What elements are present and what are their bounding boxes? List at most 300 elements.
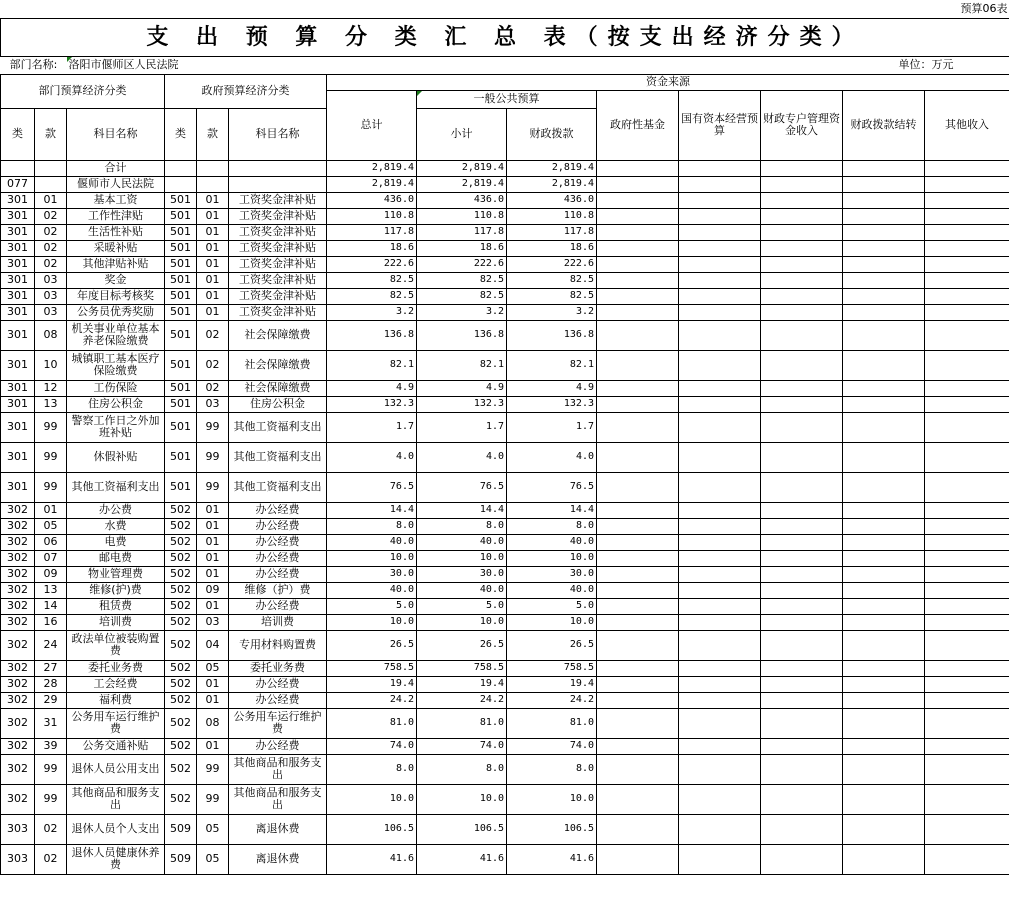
fiscal-alloc-cell: 76.5 xyxy=(507,472,597,502)
kuan-cell: 99 xyxy=(35,754,67,784)
table-row xyxy=(1,550,1009,566)
lei-cell: 301 xyxy=(1,256,35,272)
empty-fund-cell xyxy=(843,844,925,874)
gov-item-name-cell: 工资奖金津补贴 xyxy=(229,240,327,256)
fiscal-alloc-cell: 136.8 xyxy=(507,320,597,350)
lei-cell: 301 xyxy=(1,396,35,412)
empty-fund-cell xyxy=(761,320,843,350)
kuan-cell: 16 xyxy=(35,614,67,630)
item-name-cell: 邮电费 xyxy=(67,550,165,566)
empty-fund-cell xyxy=(925,208,1009,224)
gov-lei-cell: 501 xyxy=(165,412,197,442)
subtotal-cell: 4.0 xyxy=(417,442,507,472)
empty-fund-cell xyxy=(925,192,1009,208)
lei-cell: 302 xyxy=(1,550,35,566)
header-lei-1: 类 xyxy=(1,108,35,160)
lei-cell: 302 xyxy=(1,582,35,598)
empty-fund-cell xyxy=(925,676,1009,692)
item-name-cell: 退休人员公用支出 xyxy=(67,754,165,784)
gov-item-name-cell: 办公经费 xyxy=(229,550,327,566)
kuan-cell: 03 xyxy=(35,288,67,304)
gov-kuan-cell: 01 xyxy=(197,272,229,288)
empty-fund-cell xyxy=(679,676,761,692)
empty-fund-cell xyxy=(761,692,843,708)
gov-lei-cell: 502 xyxy=(165,518,197,534)
item-name-cell: 警察工作日之外加班补贴 xyxy=(67,412,165,442)
empty-fund-cell xyxy=(843,598,925,614)
gov-lei-cell: 502 xyxy=(165,676,197,692)
item-name-cell: 住房公积金 xyxy=(67,396,165,412)
empty-fund-cell xyxy=(761,598,843,614)
gov-kuan-cell: 99 xyxy=(197,784,229,814)
gov-item-name-cell: 专用材料购置费 xyxy=(229,630,327,660)
fiscal-alloc-cell: 222.6 xyxy=(507,256,597,272)
fiscal-alloc-cell: 8.0 xyxy=(507,518,597,534)
total-cell: 110.8 xyxy=(327,208,417,224)
item-name-cell: 工作性津贴 xyxy=(67,208,165,224)
table-row xyxy=(1,192,1009,208)
subtotal-cell: 8.0 xyxy=(417,754,507,784)
empty-fund-cell xyxy=(679,288,761,304)
gov-kuan-cell: 04 xyxy=(197,630,229,660)
item-name-cell: 物业管理费 xyxy=(67,566,165,582)
empty-fund-cell xyxy=(843,630,925,660)
gov-lei-cell: 502 xyxy=(165,598,197,614)
empty-fund-cell xyxy=(925,320,1009,350)
item-name-cell: 维修(护)费 xyxy=(67,582,165,598)
subtotal-cell: 2,819.4 xyxy=(417,176,507,192)
subtotal-cell: 436.0 xyxy=(417,192,507,208)
lei-cell: 077 xyxy=(1,176,35,192)
lei-cell: 303 xyxy=(1,814,35,844)
empty-fund-cell xyxy=(925,240,1009,256)
header-special-mgmt: 财政专户管理资金收入 xyxy=(761,90,843,160)
gov-kuan-cell: 01 xyxy=(197,598,229,614)
empty-fund-cell xyxy=(679,208,761,224)
empty-fund-cell xyxy=(843,534,925,550)
total-cell: 4.9 xyxy=(327,380,417,396)
gov-kuan-cell: 01 xyxy=(197,676,229,692)
item-name-cell: 租赁费 xyxy=(67,598,165,614)
form-code: 预算06表 xyxy=(960,1,1008,15)
gov-lei-cell: 501 xyxy=(165,240,197,256)
table-row xyxy=(1,502,1009,518)
subtotal-cell: 132.3 xyxy=(417,396,507,412)
table-row xyxy=(1,176,1009,192)
empty-fund-cell xyxy=(679,442,761,472)
empty-fund-cell xyxy=(925,630,1009,660)
gov-lei-cell: 502 xyxy=(165,784,197,814)
kuan-cell: 99 xyxy=(35,784,67,814)
total-cell: 40.0 xyxy=(327,582,417,598)
empty-fund-cell xyxy=(597,272,679,288)
empty-fund-cell xyxy=(761,304,843,320)
kuan-cell xyxy=(35,160,67,176)
empty-fund-cell xyxy=(843,396,925,412)
empty-fund-cell xyxy=(761,754,843,784)
fiscal-alloc-cell: 82.5 xyxy=(507,272,597,288)
empty-fund-cell xyxy=(761,288,843,304)
gov-kuan-cell: 99 xyxy=(197,472,229,502)
lei-cell: 302 xyxy=(1,630,35,660)
empty-fund-cell xyxy=(597,396,679,412)
empty-fund-cell xyxy=(925,442,1009,472)
empty-fund-cell xyxy=(925,502,1009,518)
empty-fund-cell xyxy=(761,256,843,272)
empty-fund-cell xyxy=(925,160,1009,176)
empty-fund-cell xyxy=(597,256,679,272)
gov-item-name-cell xyxy=(229,160,327,176)
lei-cell: 301 xyxy=(1,288,35,304)
gov-kuan-cell: 02 xyxy=(197,320,229,350)
empty-fund-cell xyxy=(761,272,843,288)
kuan-cell: 02 xyxy=(35,224,67,240)
total-cell: 81.0 xyxy=(327,708,417,738)
item-name-cell: 年度目标考核奖 xyxy=(67,288,165,304)
subtotal-cell: 18.6 xyxy=(417,240,507,256)
total-cell: 436.0 xyxy=(327,192,417,208)
gov-lei-cell: 501 xyxy=(165,396,197,412)
table-row xyxy=(1,518,1009,534)
empty-fund-cell xyxy=(761,472,843,502)
gov-kuan-cell: 02 xyxy=(197,380,229,396)
subtotal-cell: 222.6 xyxy=(417,256,507,272)
gov-lei-cell: 501 xyxy=(165,224,197,240)
lei-cell: 301 xyxy=(1,240,35,256)
empty-fund-cell xyxy=(679,380,761,396)
table-row xyxy=(1,708,1009,738)
empty-fund-cell xyxy=(679,160,761,176)
empty-fund-cell xyxy=(761,518,843,534)
empty-fund-cell xyxy=(679,240,761,256)
table-row xyxy=(1,396,1009,412)
empty-fund-cell xyxy=(761,582,843,598)
gov-item-name-cell: 委托业务费 xyxy=(229,660,327,676)
gov-lei-cell: 501 xyxy=(165,256,197,272)
item-name-cell: 公务员优秀奖励 xyxy=(67,304,165,320)
empty-fund-cell xyxy=(597,784,679,814)
header-lei-2: 类 xyxy=(165,108,197,160)
header-carryover: 财政拨款结转 xyxy=(843,90,925,160)
total-cell: 76.5 xyxy=(327,472,417,502)
empty-fund-cell xyxy=(761,676,843,692)
empty-fund-cell xyxy=(843,240,925,256)
subtotal-cell: 30.0 xyxy=(417,566,507,582)
gov-kuan-cell: 01 xyxy=(197,566,229,582)
empty-fund-cell xyxy=(597,502,679,518)
empty-fund-cell xyxy=(597,566,679,582)
empty-fund-cell xyxy=(597,176,679,192)
empty-fund-cell xyxy=(679,582,761,598)
gov-kuan-cell: 01 xyxy=(197,208,229,224)
dept-name: 洛阳市偃师区人民法院 xyxy=(67,56,597,74)
gov-lei-cell: 502 xyxy=(165,534,197,550)
gov-kuan-cell: 01 xyxy=(197,518,229,534)
table-row xyxy=(1,676,1009,692)
gov-kuan-cell: 01 xyxy=(197,240,229,256)
fiscal-alloc-cell: 40.0 xyxy=(507,534,597,550)
empty-fund-cell xyxy=(925,692,1009,708)
total-cell: 10.0 xyxy=(327,784,417,814)
kuan-cell: 08 xyxy=(35,320,67,350)
gov-item-name-cell: 办公经费 xyxy=(229,676,327,692)
unit-label: 单位：万元 xyxy=(898,58,954,71)
gov-item-name-cell: 住房公积金 xyxy=(229,396,327,412)
gov-item-name-cell: 社会保障缴费 xyxy=(229,320,327,350)
fiscal-alloc-cell: 82.5 xyxy=(507,288,597,304)
item-name-cell: 休假补贴 xyxy=(67,442,165,472)
empty-fund-cell xyxy=(843,176,925,192)
empty-fund-cell xyxy=(925,844,1009,874)
header-item-name-2: 科目名称 xyxy=(229,108,327,160)
fiscal-alloc-cell: 110.8 xyxy=(507,208,597,224)
fiscal-alloc-cell: 18.6 xyxy=(507,240,597,256)
gov-lei-cell xyxy=(165,176,197,192)
empty-fund-cell xyxy=(597,630,679,660)
gov-kuan-cell: 05 xyxy=(197,660,229,676)
item-name-cell: 委托业务费 xyxy=(67,660,165,676)
empty-fund-cell xyxy=(843,160,925,176)
gov-item-name-cell: 办公经费 xyxy=(229,534,327,550)
subtotal-cell: 76.5 xyxy=(417,472,507,502)
empty-fund-cell xyxy=(597,240,679,256)
total-cell: 19.4 xyxy=(327,676,417,692)
item-name-cell: 政法单位被装购置费 xyxy=(67,630,165,660)
empty-fund-cell xyxy=(597,534,679,550)
empty-fund-cell xyxy=(679,396,761,412)
total-cell: 758.5 xyxy=(327,660,417,676)
empty-fund-cell xyxy=(843,502,925,518)
empty-fund-cell xyxy=(761,176,843,192)
empty-fund-cell xyxy=(679,518,761,534)
empty-fund-cell xyxy=(679,472,761,502)
subtotal-cell: 117.8 xyxy=(417,224,507,240)
empty-fund-cell xyxy=(597,582,679,598)
empty-fund-cell xyxy=(679,534,761,550)
gov-kuan-cell: 01 xyxy=(197,534,229,550)
table-row xyxy=(1,442,1009,472)
empty-fund-cell xyxy=(761,502,843,518)
table-row xyxy=(1,692,1009,708)
table-row xyxy=(1,304,1009,320)
gov-kuan-cell: 09 xyxy=(197,582,229,598)
gov-kuan-cell: 01 xyxy=(197,550,229,566)
header-gov-econ: 政府预算经济分类 xyxy=(165,74,327,108)
gov-kuan-cell: 03 xyxy=(197,614,229,630)
table-row xyxy=(1,754,1009,784)
empty-fund-cell xyxy=(925,224,1009,240)
subtotal-cell: 40.0 xyxy=(417,582,507,598)
table-row xyxy=(1,534,1009,550)
empty-fund-cell xyxy=(843,676,925,692)
kuan-cell: 31 xyxy=(35,708,67,738)
kuan-cell: 24 xyxy=(35,630,67,660)
lei-cell: 301 xyxy=(1,224,35,240)
empty-fund-cell xyxy=(679,784,761,814)
lei-cell: 301 xyxy=(1,272,35,288)
empty-fund-cell xyxy=(843,582,925,598)
total-cell: 4.0 xyxy=(327,442,417,472)
fiscal-alloc-cell: 117.8 xyxy=(507,224,597,240)
empty-fund-cell xyxy=(843,550,925,566)
subtotal-cell: 14.4 xyxy=(417,502,507,518)
table-row xyxy=(1,844,1009,874)
lei-cell: 301 xyxy=(1,304,35,320)
subtotal-cell: 74.0 xyxy=(417,738,507,754)
fiscal-alloc-cell: 14.4 xyxy=(507,502,597,518)
fiscal-alloc-cell: 436.0 xyxy=(507,192,597,208)
empty-fund-cell xyxy=(843,754,925,784)
subtotal-cell: 10.0 xyxy=(417,550,507,566)
gov-item-name-cell: 办公经费 xyxy=(229,598,327,614)
kuan-cell: 39 xyxy=(35,738,67,754)
kuan-cell: 14 xyxy=(35,598,67,614)
table-row xyxy=(1,350,1009,380)
empty-fund-cell xyxy=(597,304,679,320)
empty-fund-cell xyxy=(597,754,679,784)
empty-fund-cell xyxy=(843,472,925,502)
empty-fund-cell xyxy=(843,412,925,442)
gov-kuan-cell: 99 xyxy=(197,412,229,442)
gov-kuan-cell: 01 xyxy=(197,304,229,320)
gov-kuan-cell: 01 xyxy=(197,692,229,708)
gov-kuan-cell: 05 xyxy=(197,844,229,874)
empty-fund-cell xyxy=(679,614,761,630)
table-row xyxy=(1,412,1009,442)
empty-fund-cell xyxy=(679,176,761,192)
empty-fund-cell xyxy=(925,534,1009,550)
lei-cell: 302 xyxy=(1,738,35,754)
empty-fund-cell xyxy=(761,442,843,472)
fiscal-alloc-cell: 19.4 xyxy=(507,676,597,692)
empty-fund-cell xyxy=(679,738,761,754)
item-name-cell: 福利费 xyxy=(67,692,165,708)
gov-lei-cell: 501 xyxy=(165,320,197,350)
empty-fund-cell xyxy=(597,208,679,224)
header-total: 总计 xyxy=(327,90,417,160)
empty-fund-cell xyxy=(597,814,679,844)
empty-fund-cell xyxy=(761,350,843,380)
empty-fund-cell xyxy=(679,754,761,784)
table-row xyxy=(1,784,1009,814)
empty-fund-cell xyxy=(597,350,679,380)
subtotal-cell: 2,819.4 xyxy=(417,160,507,176)
empty-fund-cell xyxy=(925,784,1009,814)
item-name-cell: 退休人员健康休养费 xyxy=(67,844,165,874)
total-cell: 10.0 xyxy=(327,614,417,630)
empty-fund-cell xyxy=(843,256,925,272)
empty-fund-cell xyxy=(597,288,679,304)
kuan-cell: 01 xyxy=(35,192,67,208)
empty-fund-cell xyxy=(843,224,925,240)
empty-fund-cell xyxy=(843,660,925,676)
gov-item-name-cell: 工资奖金津补贴 xyxy=(229,224,327,240)
empty-fund-cell xyxy=(925,272,1009,288)
header-other-income: 其他收入 xyxy=(925,90,1009,160)
table-row xyxy=(1,738,1009,754)
empty-fund-cell xyxy=(761,534,843,550)
gov-lei-cell: 502 xyxy=(165,582,197,598)
lei-cell: 302 xyxy=(1,676,35,692)
gov-item-name-cell: 其他工资福利支出 xyxy=(229,442,327,472)
fiscal-alloc-cell: 4.0 xyxy=(507,442,597,472)
empty-fund-cell xyxy=(843,208,925,224)
fiscal-alloc-cell: 1.7 xyxy=(507,412,597,442)
total-cell: 106.5 xyxy=(327,814,417,844)
total-cell: 136.8 xyxy=(327,320,417,350)
empty-fund-cell xyxy=(925,304,1009,320)
empty-fund-cell xyxy=(761,630,843,660)
empty-fund-cell xyxy=(597,160,679,176)
kuan-cell: 13 xyxy=(35,582,67,598)
empty-fund-cell xyxy=(761,614,843,630)
kuan-cell: 27 xyxy=(35,660,67,676)
total-cell: 132.3 xyxy=(327,396,417,412)
total-cell: 14.4 xyxy=(327,502,417,518)
lei-cell: 302 xyxy=(1,692,35,708)
empty-fund-cell xyxy=(843,380,925,396)
subtotal-cell: 41.6 xyxy=(417,844,507,874)
subtotal-cell: 10.0 xyxy=(417,784,507,814)
gov-kuan-cell: 01 xyxy=(197,288,229,304)
lei-cell: 301 xyxy=(1,380,35,396)
gov-item-name-cell: 工资奖金津补贴 xyxy=(229,288,327,304)
total-cell: 30.0 xyxy=(327,566,417,582)
gov-kuan-cell xyxy=(197,160,229,176)
fiscal-alloc-cell: 10.0 xyxy=(507,550,597,566)
empty-fund-cell xyxy=(925,754,1009,784)
kuan-cell: 12 xyxy=(35,380,67,396)
gov-item-name-cell: 办公经费 xyxy=(229,566,327,582)
gov-item-name-cell: 其他商品和服务支出 xyxy=(229,754,327,784)
kuan-cell: 05 xyxy=(35,518,67,534)
empty-fund-cell xyxy=(597,738,679,754)
empty-fund-cell xyxy=(761,240,843,256)
empty-fund-cell xyxy=(761,784,843,814)
gov-item-name-cell: 工资奖金津补贴 xyxy=(229,192,327,208)
empty-fund-cell xyxy=(843,272,925,288)
table-row xyxy=(1,380,1009,396)
empty-fund-cell xyxy=(843,814,925,844)
table-row xyxy=(1,614,1009,630)
gov-kuan-cell: 01 xyxy=(197,256,229,272)
kuan-cell: 02 xyxy=(35,256,67,272)
lei-cell: 303 xyxy=(1,844,35,874)
fiscal-alloc-cell: 5.0 xyxy=(507,598,597,614)
gov-item-name-cell: 办公经费 xyxy=(229,738,327,754)
gov-item-name-cell: 办公经费 xyxy=(229,502,327,518)
fiscal-alloc-cell: 106.5 xyxy=(507,814,597,844)
kuan-cell xyxy=(35,176,67,192)
empty-fund-cell xyxy=(925,598,1009,614)
total-cell: 222.6 xyxy=(327,256,417,272)
gov-kuan-cell: 01 xyxy=(197,738,229,754)
table-row xyxy=(1,240,1009,256)
empty-fund-cell xyxy=(597,412,679,442)
gov-lei-cell: 501 xyxy=(165,442,197,472)
kuan-cell: 09 xyxy=(35,566,67,582)
empty-fund-cell xyxy=(597,224,679,240)
table-row xyxy=(1,582,1009,598)
empty-fund-cell xyxy=(679,814,761,844)
empty-fund-cell xyxy=(925,412,1009,442)
fiscal-alloc-cell: 40.0 xyxy=(507,582,597,598)
empty-fund-cell xyxy=(597,692,679,708)
empty-fund-cell xyxy=(679,708,761,738)
item-name-cell: 办公费 xyxy=(67,502,165,518)
subtotal-cell: 82.5 xyxy=(417,272,507,288)
gov-kuan-cell: 99 xyxy=(197,754,229,784)
